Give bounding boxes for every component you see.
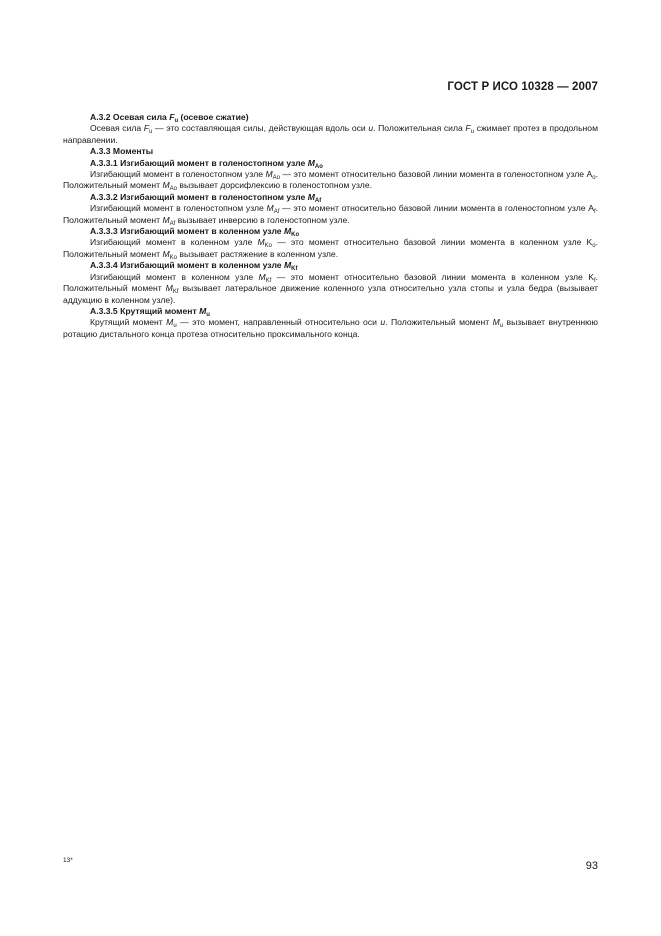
document-body — [63, 112, 598, 340]
section-a333-heading: А.3.3.3 Изгибающий момент в коленном узле $M_{Ko}$ — [90, 226, 300, 239]
section-a333-text: Изгибающий момент в коленном узле $M_{Ko}$ — это момент относительно базовой линии момента в коленном узле $K_o$. Положительный момент $M_{Ko}$ вызывает растяжение в коленном узле. — [63, 237, 598, 261]
section-a335-heading: А.3.3.5 Крутящий момент $M_u$ — [90, 305, 210, 318]
document-header: ГОСТ Р ИСО 10328 — 2007 — [447, 81, 598, 93]
section-a335-text: Крутящий момент $M_u$ — это момент, направленный относительно оси u. Положительный момент $M_u$ вызывает внутреннюю ротацию дистального конца протеза относительно проксимального конца. — [63, 317, 598, 339]
section-a331-heading: А.3.3.1 Изгибающий момент в голеностопном узле $M_{Ao}$ — [90, 157, 323, 170]
section-a32-heading: А.3.2 Осевая сила $F_u$ (осевое сжатие) — [90, 112, 249, 124]
section-a331-text: Изгибающий момент в голеностопном узле $M_{Ao}$ — это момент относительно базовой линии момента в голеностопном узле $A_o$. Положительный момент $M_{Ao}$ вызывает дорсифлексию в голеностопном узле. — [63, 169, 598, 193]
section-a334-heading: А.3.3.4 Изгибающий момент в коленном узле $M_{Kf}$ — [90, 260, 298, 273]
section-a334-text: Изгибающий момент в коленном узле $M_{Kf}$ — это момент относительно базовой линии момента в коленном узле $K_f$. Положительный момент $M_{Kf}$ вызывает латеральное движение коленного узла относительно узла стопы и узла бедра (вызывает аддукцию в коленном узле). — [63, 271, 598, 305]
section-a332-heading: А.3.3.2 Изгибающий момент в голеностопном узле $M_{Af}$ — [90, 191, 322, 204]
section-a332-text: Изгибающий момент в голеностопном узле $M_{Af}$ — это момент относительно базовой линии момента в голеностопном узле $A_f$. Положительный момент $M_{Af}$ вызывает инверсию в голеностопном узле. — [63, 203, 598, 227]
section-a33-heading: А.3.3 Моменты — [90, 146, 154, 157]
section-a32-text: Осевая сила $F_u$ — это составляющая силы, действующая вдоль оси u. Положительная сила $F_u$ сжимает протез в продольном направлении. — [63, 123, 598, 145]
page-number: 93 — [585, 860, 598, 872]
footer-sheet-mark: 13* — [63, 857, 73, 864]
